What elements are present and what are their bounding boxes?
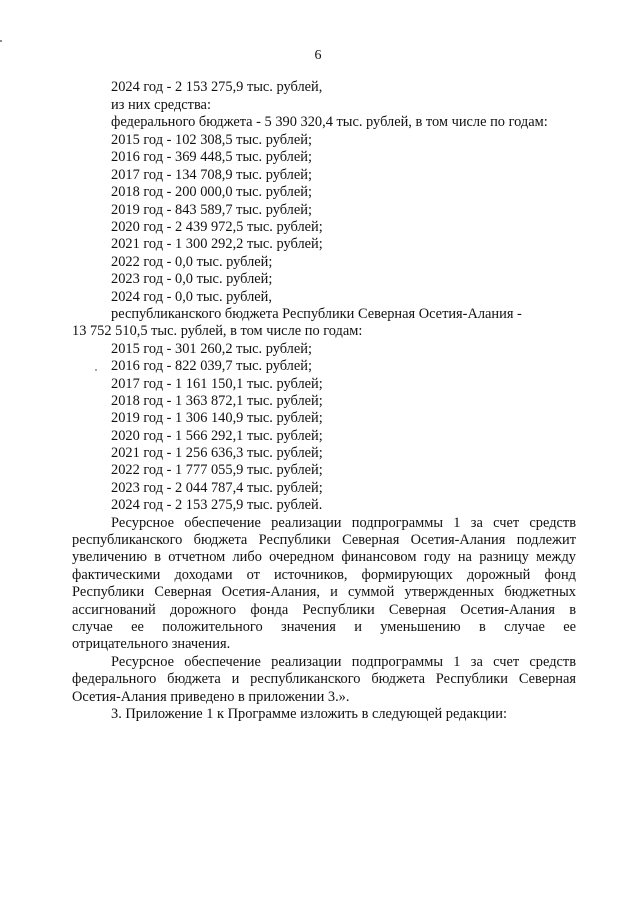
text-line: 13 752 510,5 тыс. рублей, в том числе по годам: xyxy=(72,323,363,339)
text-line: 2021 год - 1 300 292,2 тыс. рублей; xyxy=(111,236,323,252)
text-line: 2016 год - 369 448,5 тыс. рублей; xyxy=(111,149,312,165)
paragraph-line: Ресурсное обеспечение реализации подпрограммы 1 за счет средств xyxy=(111,515,576,531)
text-line: республиканского бюджета Республики Северная Осетия-Алания - xyxy=(111,306,522,322)
text-line: 2017 год - 1 161 150,1 тыс. рублей; xyxy=(111,376,323,392)
text-line: 2015 год - 102 308,5 тыс. рублей; xyxy=(111,132,312,148)
paragraph-line: Осетия-Алания приведено в приложении 3.». xyxy=(72,689,350,705)
text-line: 2018 год - 1 363 872,1 тыс. рублей; xyxy=(111,393,323,409)
text-line: 2015 год - 301 260,2 тыс. рублей; xyxy=(111,341,312,357)
text-line: 2024 год - 2 153 275,9 тыс. рублей. xyxy=(111,497,323,513)
text-line: 2019 год - 843 589,7 тыс. рублей; xyxy=(111,202,312,218)
paragraph-line: республиканского бюджета Республики Северная Осетия-Алания подлежит xyxy=(72,532,576,548)
scan-speck xyxy=(95,369,97,371)
paragraph-line: Республики Северная Осетия-Алания, и суммой утвержденных бюджетных xyxy=(72,584,576,600)
text-line: 2021 год - 1 256 636,3 тыс. рублей; xyxy=(111,445,323,461)
paragraph-line: увеличению в отчетном либо очередном финансовом году на разницу между xyxy=(72,549,576,565)
text-line: 2024 год - 2 153 275,9 тыс. рублей, xyxy=(111,79,323,95)
paragraph-line: федерального бюджета и республиканского бюджета Республики Северная xyxy=(72,671,576,687)
paragraph-line: фактическими доходами от источников, формирующих дорожный фонд xyxy=(72,567,576,583)
paragraph-line: отрицательного значения. xyxy=(72,636,231,652)
text-line: из них средства: xyxy=(111,97,211,113)
scan-mark xyxy=(0,40,2,42)
paragraph-line: Ресурсное обеспечение реализации подпрограммы 1 за счет средств xyxy=(111,654,576,670)
paragraph-line: случае ее положительного значения и уменьшению в случае ее xyxy=(72,619,576,635)
text-line: 2020 год - 2 439 972,5 тыс. рублей; xyxy=(111,219,323,235)
text-line: 2022 год - 0,0 тыс. рублей; xyxy=(111,254,273,270)
text-line: 2023 год - 0,0 тыс. рублей; xyxy=(111,271,273,287)
text-line: 2020 год - 1 566 292,1 тыс. рублей; xyxy=(111,428,323,444)
page-number: 6 xyxy=(314,48,322,63)
text-line: 2018 год - 200 000,0 тыс. рублей; xyxy=(111,184,312,200)
text-line: федерального бюджета - 5 390 320,4 тыс. рублей, в том числе по годам: xyxy=(111,114,548,130)
text-line: 2017 год - 134 708,9 тыс. рублей; xyxy=(111,167,312,183)
text-line: 2019 год - 1 306 140,9 тыс. рублей; xyxy=(111,410,323,426)
text-line: 2022 год - 1 777 055,9 тыс. рублей; xyxy=(111,462,323,478)
text-line: 2016 год - 822 039,7 тыс. рублей; xyxy=(111,358,312,374)
text-line: 2023 год - 2 044 787,4 тыс. рублей; xyxy=(111,480,323,496)
text-line: 2024 год - 0,0 тыс. рублей, xyxy=(111,289,272,305)
paragraph-line: 3. Приложение 1 к Программе изложить в следующей редакции: xyxy=(111,706,507,722)
paragraph-line: ассигнований дорожного фонда Республики Северная Осетия-Алания в xyxy=(72,602,576,618)
